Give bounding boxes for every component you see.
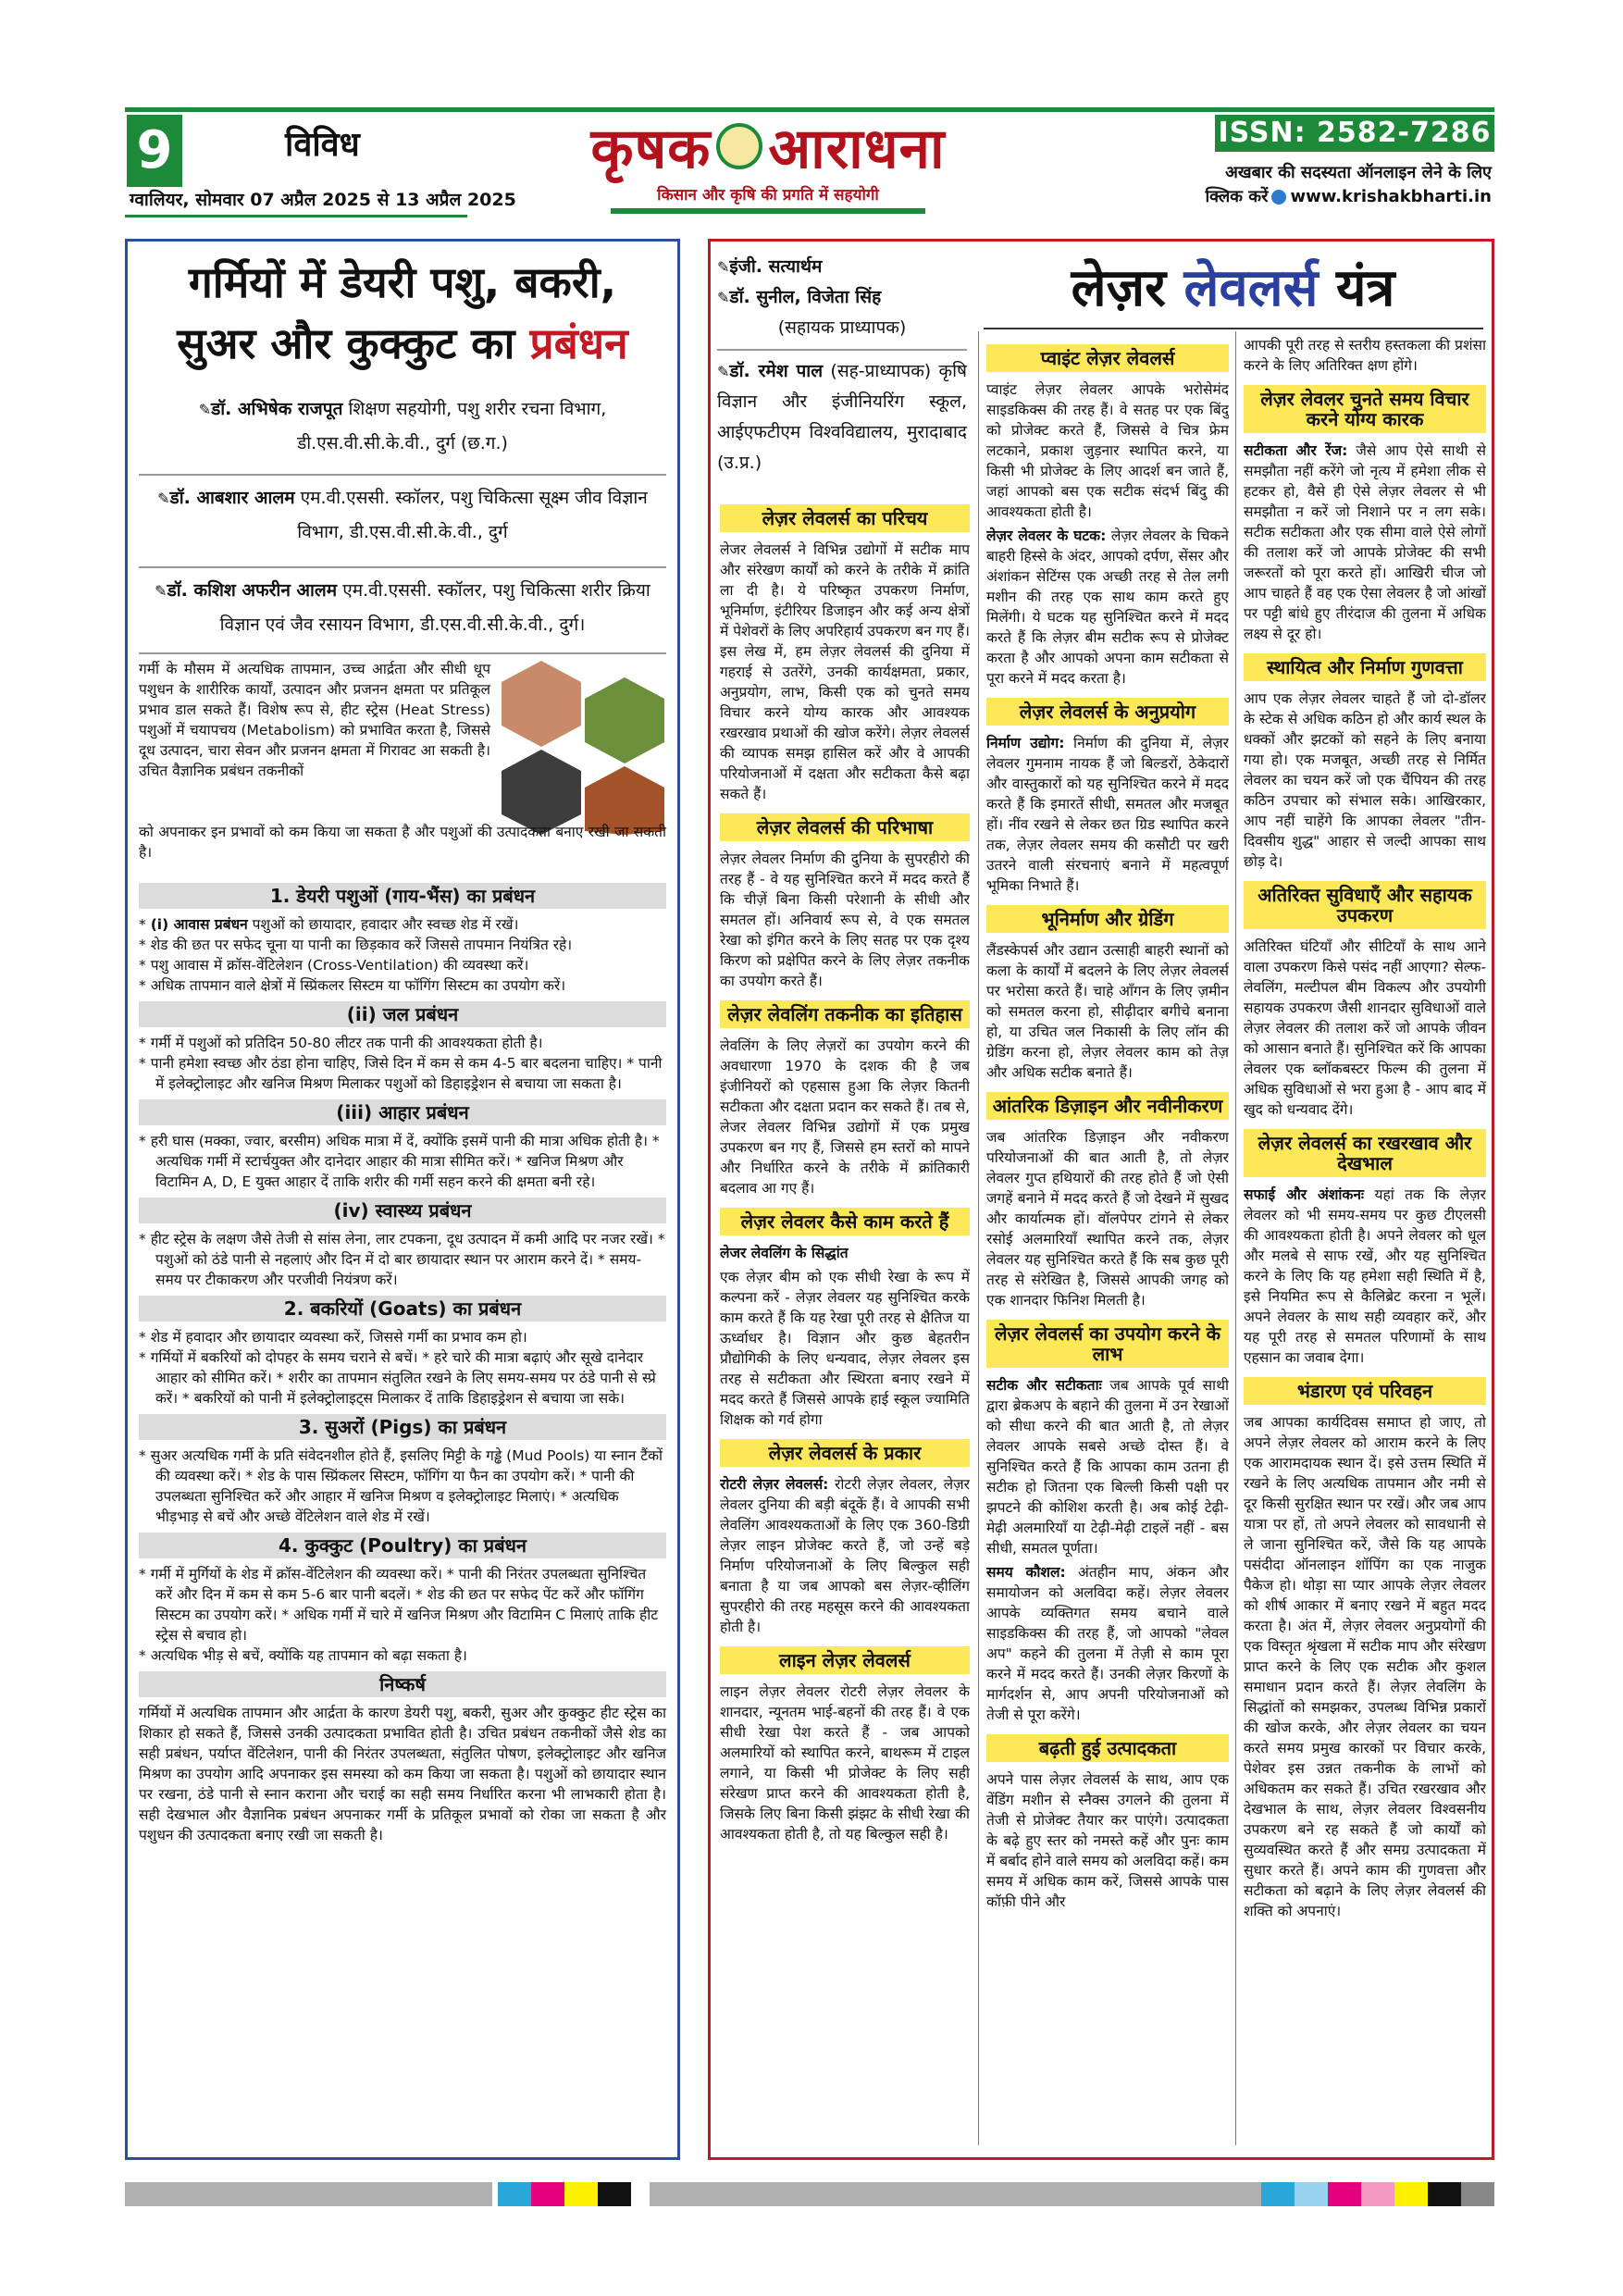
- paragraph: अपने पास लेज़र लेवलर्स के साथ, आप एक वेंडिंग मशीन से स्नैक्स उगलने की तुलना में तेजी से प्रोजेक्ट तैयार कर पाएंगे। उत्पादकता के बढ़े हुए स्तर को नमस्ते कहें और पुनः काम में बर्बाद होने वाले समय को अलविदा कहें। कम समय में अधिक काम करें, जिससे आपके पास कॉफ़ी पीने और: [986, 1771, 1229, 1910]
- list-item: * पशु आवास में क्रॉस-वेंटिलेशन (Cross-Ventilation) की व्यवस्था करें।: [139, 955, 666, 975]
- masthead: [555, 117, 981, 218]
- paragraph: [986, 733, 1229, 896]
- pen-icon: ✎: [717, 363, 730, 380]
- pen-icon: ✎: [157, 490, 170, 507]
- author-desc: एम.वी.एससी. स्कॉलर, पशु चिकित्सा सूक्ष्म जीव विज्ञान विभाग, डी.एस.वी.सी.के.वी., दुर्ग: [294, 488, 648, 542]
- list-item: * गर्मी में मुर्गियों के शेड में क्रॉस-वेंटिलेशन की व्यवस्था करें। * पानी की निरंतर उपलब्धता सुनिश्चित करें और दिन में कम से कम 5-6 बार पानी बदलें। * शेड की छत पर सफेद पेंट करें और फॉगिंग सिस्टम का उपयोग करें। * अधिक गर्मी में चारे में खनिज मिश्रण और विटामिन C मिलाएं ताकि हीट स्ट्रेस से बचाव हो।: [139, 1564, 666, 1645]
- list-item: * शेड की छत पर सफेद चूना या पानी का छिड़काव करें जिससे तापमान नियंत्रित रहे।: [139, 935, 666, 955]
- light-cyan-swatch: [1295, 2182, 1328, 2206]
- light-magenta-swatch: [1361, 2182, 1394, 2206]
- column-separator: [1235, 331, 1236, 2145]
- paragraph: आपकी पूरी तरह से स्तरीय हस्तकला की प्रशंसा करने के लिए अतिरिक्त क्षण होंगे।: [1244, 337, 1486, 374]
- title-rule: [984, 328, 1483, 329]
- author-divider: [139, 474, 666, 476]
- paragraph-text: रोटरी लेज़र लेवलर, लेज़र लेवलर दुनिया की बड़ी बंदूकें हैं। वे आपकी सभी लेवलिंग आवश्यकताओं के लिए एक 360-डिग्री लेज़र लाइन प्रोजेक्ट करते हैं, जो उन्हें बड़े निर्माण परियोजनाओं के लिए बिल्कुल सही बनाता है या जब आपको बस लेज़र-व्हीलिंग सुपरहीरो की तरह महसूस करने की आवश्यकता होती है।: [720, 1476, 970, 1635]
- left-title-line-1: गर्मियों में डेयरी पशु, बकरी,: [188, 257, 617, 307]
- magenta-swatch: [531, 2182, 564, 2206]
- right-column-1: [720, 495, 970, 2152]
- paragraph: अतिरिक्त घंटियाँ और सीटियाँ के साथ आने वाला उपकरण किसे पसंद नहीं आएगा? सेल्फ-लेवलिंग, मल्टीपल बीम विकल्प और उपयोगी सहायक उपकरण जैसी शानदार सुविधाओं वाले लेज़र लेवलर की तलाश करें जो आपके जीवन को आसान बनाते हैं। सुनिश्चित करें कि आपका लेवलर एक ब्लॉकबस्टर फिल्म की तुलना में अधिक सुविधाओं से भरा हुआ है - आप बाद में खुद को धन्यवाद देंगे।: [1244, 938, 1486, 1118]
- list-item: * हरी घास (मक्का, ज्वार, बरसीम) अधिक मात्रा में दें, क्योंकि इसमें पानी की मात्रा अधिक होती है। * अत्यधिक गर्मी में स्टार्चयुक्त और दानेदार आहार की मात्रा सीमित करें। * खनिज मिश्रण और विटामिन A, D, E युक्त आहार दें ताकि शरीर की गर्मी सहन करने की क्षमता बनी रहे।: [139, 1131, 666, 1192]
- section-heading: लेज़र लेवलर्स का उपयोग करने के लाभ: [986, 1320, 1229, 1368]
- author-name: डॉ. सुनील, विजेता सिंह: [729, 287, 882, 307]
- pigs-list: [139, 1446, 666, 1527]
- author-desc: (सह-प्राध्यापक) कृषि विज्ञान और इंजीनियरिंग स्कूल, आईएफटीएम विश्वविद्यालय, मुरादाबाद (उ.प्र.): [717, 361, 968, 473]
- section-heading: बढ़ती हुई उत्पादकता: [986, 1734, 1229, 1762]
- section-heading: भंडारण एवं परिवहन: [1244, 1377, 1486, 1405]
- left-title-emphasis: प्रबंधन: [529, 318, 628, 368]
- feed-list: [139, 1131, 666, 1192]
- paragraph: लैंडस्केपर्स और उद्यान उत्साही बाहरी स्थानों को कला के कार्यों में बदलने के लिए लेज़र लेवलर्स पर भरोसा करते हैं। चाहे आँगन के लिए ज़मीन को समतल करना हो, सीढ़ीदार बगीचे बनाना हो, या उचित जल निकासी के लिए लॉन की ग्रेडिंग करना हो, लेज़र लेवलर काम को तेज़ और अधिक सटीक बनाते हैं।: [986, 942, 1229, 1081]
- title-part: लेज़र: [1071, 258, 1184, 318]
- left-author-3: [141, 574, 664, 641]
- masthead-right-word: आराधना: [768, 117, 946, 181]
- right-column-3: [1244, 335, 1486, 2151]
- right-article-title: [981, 252, 1485, 326]
- right-author-3: [717, 356, 967, 478]
- paragraph: लेज़र लेवलर निर्माण की दुनिया के सुपरहीरो की तरह हैं - वे यह सुनिश्चित करने में मदद करते हैं कि चीज़ें बिना किसी परेशानी के सीधी और समतल हों। अनिवार्य रूप से, वे एक समतल रेखा को इंगित करने के लिए सतह पर एक दृश्य किरण को प्रक्षेपित करने के लिए लेज़र तकनीक का उपयोग करते हैं।: [720, 850, 970, 989]
- poultry-list: [139, 1564, 666, 1666]
- paragraph: लेवलिंग के लिए लेज़रों का उपयोग करने की अवधारणा 1970 के दशक की है जब इंजीनियरों को एहसास हुआ कि लेज़र कितनी सटीकता और दक्षता प्रदान कर सकते हैं। तब से, लेजर लेवलर विभिन्न उद्योगों में एक प्रमुख उपकरण बन गए हैं, जिससे हम स्तरों को मापने और निर्धारित करने के तरीके में क्रांतिकारी बदलाव आ गए हैं।: [720, 1037, 970, 1197]
- list-item: * शेड में हवादार और छायादार व्यवस्था करें, जिससे गर्मी का प्रभाव कम हो।: [139, 1327, 666, 1347]
- author-name: डॉ. रमेश पाल: [729, 361, 824, 381]
- paragraph: प्वाइंट लेज़र लेवलर आपके भरोसेमंद साइडकिक्स की तरह हैं। वे सतह पर एक बिंदु को प्रोजेक्ट करते हैं, जिससे वे चित्र फ्रेम लटकाने, प्रकाश जुड़नार स्थापित करने, या किसी भी प्रोजेक्ट के लिए आदर्श बन जाते हैं, जहां आपको बस एक सटीक संदर्भ बिंदु की आवश्यकता होती है।: [986, 381, 1229, 520]
- author-divider: [139, 566, 666, 568]
- paragraph: जब आंतरिक डिज़ाइन और नवीकरण परियोजनाओं की बात आती है, तो लेज़र लेवलर गुप्त हथियारों की तरह होते हैं जो ऐसी जगहें बनाने में मदद करते हैं जो देखने में सुखद और कार्यात्मक हों। वॉलपेपर टांगने से लेकर रसोई अलमारियाँ स्थापित करने तक, लेज़र लेवलर यह सुनिश्चित करते हैं कि सब कुछ पूरी तरह से संरेखित है, जिससे आपकी जगह को एक शानदार फिनिश मिलती है।: [986, 1129, 1229, 1309]
- goats-list: [139, 1327, 666, 1409]
- section-heading: लेज़र लेवलर्स का परिचय: [720, 504, 970, 532]
- author-name: डॉ. आबशार आलम: [169, 488, 295, 508]
- left-intro-continued: को अपनाकर इन प्रभावों को कम किया जा सकता है और पशुओं की उत्पादकता बनाए रखी जा सकती है।: [139, 824, 666, 861]
- section-heading: अतिरिक्त सुविधाएँ और सहायक उपकरण: [1244, 881, 1486, 929]
- subscribe-link[interactable]: [1157, 185, 1492, 209]
- housing-list: [139, 914, 666, 996]
- section-heading: प्वाइंट लेज़र लेवलर्स: [986, 344, 1229, 372]
- sub-heading: लेजर लेवलिंग के सिद्धांत: [720, 1245, 849, 1261]
- header-underline: [125, 215, 467, 217]
- list-item: [139, 914, 666, 935]
- right-authors: [717, 252, 967, 478]
- paragraph: [986, 1562, 1229, 1725]
- issue-date: ग्वालियर, सोमवार 07 अप्रैल 2025 से 13 अप्रैल 2025: [130, 190, 516, 210]
- paragraph: लेजर लेवलर्स ने विभिन्न उद्योगों में सटीक माप और संरेखण कार्यों को करने के तरीके में क्रांति ला दी है। ये परिष्कृत उपकरण निर्माण, भूनिर्माण, इंटीरियर डिजाइन और कई अन्य क्षेत्रों में पेशेवरों के लिए अपरिहार्य उपकरण बन गए हैं। इस लेख में, हम लेज़र लेवलर्स की दुनिया में गहराई से उतरेंगे, उनकी कार्यक्षमता, प्रकार, अनुप्रयोग, लाभ, किसी एक को चुनते समय विचार करने योग्य कारक और आवश्यक रखरखाव प्रथाओं की खोज करेंगे। लेज़र लेवलर्स की व्यापक समझ हासिल करें और वे आपकी परियोजनाओं में दक्षता और सटीकता कैसे बढ़ा सकते हैं।: [720, 541, 970, 802]
- section-heading: 3. सुअरों (Pigs) का प्रबंधन: [139, 1414, 666, 1440]
- yellow-swatch: [1394, 2182, 1428, 2206]
- list-item: * गर्मी में पशुओं को प्रतिदिन 50-80 लीटर तक पानी की आवश्यकता होती है।: [139, 1033, 666, 1053]
- sub-heading: सफाई और अंशांकनः: [1244, 1186, 1365, 1203]
- section-heading: (iii) आहार प्रबंधन: [139, 1099, 666, 1125]
- author-name: डॉ. कशिश अफरीन आलम: [167, 580, 338, 601]
- paragraph-text: लेज़र लेवलर के चिकने बाहरी हिस्से के अंदर, आपको दर्पण, सेंसर और अंशांकन सेटिंग्स एक अच्छी तरह से तेल लगी मशीन की तरह एक साथ काम करते हुए मिलेंगी। ये घटक यह सुनिश्चित करने में मदद करते हैं कि लेज़र बीम सटीक रूप से प्रोजेक्ट करता है और आपको अपना काम सटीकता से पूरा करने में मदद करता है।: [986, 527, 1229, 687]
- author-name: डॉ. अभिषेक राजपूत: [211, 399, 343, 419]
- section-heading: निष्कर्ष: [139, 1671, 666, 1697]
- page-number: 9: [127, 115, 182, 187]
- paragraph: एक लेज़र बीम को एक सीधी रेखा के रूप में कल्पना करें - लेज़र लेवलर यह सुनिश्चित करके काम करते हैं कि यह रेखा पूरी तरह से क्षैतिज या ऊर्ध्वाधर है। विज्ञान और कुछ बेहतरीन प्रौद्योगिकी के लिए धन्यवाद, लेज़र लेवलर इस तरह से सटीकता और स्थिरता बनाए रखने में मदद करते हैं जिससे आपके हाई स्कूल ज्यामिति शिक्षक को गर्व होगा: [720, 1269, 970, 1428]
- cyan-swatch: [498, 2182, 531, 2206]
- issn-badge: ISSN: 2582-7286: [1215, 115, 1494, 152]
- magenta-swatch: [1328, 2182, 1361, 2206]
- color-registration-bar: [125, 2182, 1494, 2206]
- paragraph-text: निर्माण की दुनिया में, लेज़र लेवलर गुमनाम नायक हैं जो बिल्डरों, ठेकेदारों और वास्तुकारों को यह सुनिश्चित करने में मदद करते हैं कि इमारतें सीधी, समतल और मजबूत हों। नींव रखने से लेकर छत ग्रिड स्थापित करने तक, लेज़र लेवलर समय की कसौटी पर खरी उतरने वाली संरचनाएं बनाने में महत्वपूर्ण भूमिका निभाते हैं।: [986, 735, 1229, 894]
- section-name: विविध: [285, 126, 360, 164]
- paragraph: [986, 1375, 1229, 1558]
- paragraph: [720, 1243, 970, 1263]
- sub-heading: सटीक और सटीकताः: [986, 1377, 1102, 1394]
- paragraph: लाइन लेज़र लेवलर रोटरी लेज़र लेवलर के शानदार, न्यूनतम भाई-बहनों की तरह हैं। वे एक सीधी रेखा पेश करते हैं - जब आपको अलमारियों को स्थापित करने, बाथरूम में टाइल लगाने, या किसी भी प्रोजेक्ट के लिए सही संरेखण प्राप्त करने की आवश्यकता होती है, जिसके लिए बिना किसी झंझट के सीधी रेखा की आवश्यकता होती है, तो यह बिल्कुल सही है।: [720, 1683, 970, 1843]
- left-article-title: [134, 252, 671, 374]
- right-author-2-role: (सहायक प्राध्यापक): [777, 317, 907, 338]
- pen-icon: ✎: [198, 401, 212, 418]
- black-swatch: [598, 2182, 631, 2206]
- left-article-body: [139, 877, 666, 1845]
- cyan-swatch: [1261, 2182, 1295, 2206]
- author-divider: [717, 349, 967, 351]
- section-heading: 2. बकरियों (Goats) का प्रबंधन: [139, 1296, 666, 1322]
- list-item: * अत्यधिक भीड़ से बचें, क्योंकि यह तापमान को बढ़ा सकता है।: [139, 1645, 666, 1666]
- paragraph-text: जैसे आप ऐसे साथी से समझौता नहीं करेंगे जो नृत्य में हमेशा लीक से हटकर हो, वैसे ही ऐसे लेज़र लेवलर से भी समझौता न करें जो निशाने पर न लग सके। सटीक सटीकता और एक सीमा वाले ऐसे लोगों की तलाश करें जो आपके प्रोजेक्ट की सभी जरूरतों को पूरा करते हों। आखिरी चीज जो आप चाहते हैं वह एक ऐसा लेवलर है जो आंखों पर पट्टी बांधे हुए तीरंदाज की तुलना में अधिक लक्ष्य से दूर हो।: [1244, 442, 1486, 642]
- left-title-line-2a: सुअर और कुक्कुट का: [177, 318, 530, 368]
- masthead-title: [555, 117, 981, 181]
- title-part: यंत्र: [1318, 258, 1395, 318]
- section-heading: लेज़र लेवलर्स का रखरखाव और देखभाल: [1244, 1129, 1486, 1177]
- right-author-1: [717, 252, 967, 282]
- section-heading: आंतरिक डिज़ाइन और नवीनीकरण: [986, 1092, 1229, 1120]
- left-title-line-2: [134, 313, 671, 374]
- conclusion-paragraph: गर्मियों में अत्यधिक तापमान और आर्द्रता के कारण डेयरी पशु, बकरी, सुअर और कुक्कुट हीट स्ट्रेस का शिकार हो सकते हैं, जिससे उनकी उत्पादकता प्रभावित होती है। उचित प्रबंधन तकनीकों जैसे शेड का सही प्रबंधन, पर्याप्त वेंटिलेशन, पानी की निरंतर उपलब्धता, संतुलित पोषण, इलेक्ट्रोलाइट और खनिज मिश्रण का उपयोग आदि अपनाकर इस समस्या को कम किया जा सकता है। पशुओं को छायादार स्थान पर रखना, ठंडे पानी से स्नान कराना और चराई का सही समय निर्धारित करना भी लाभकारी होता है। सही देखभाल और वैज्ञानिक प्रबंधन अपनाकर गर्मी के प्रतिकूल प्रभावों को रोका जा सकता है और पशुधन की उत्पादकता बनाए रखी जा सकती है।: [139, 1705, 666, 1843]
- left-author-2: [141, 481, 664, 549]
- paragraph: [986, 526, 1229, 689]
- list-item: * हीट स्ट्रेस के लक्षण जैसे तेजी से सांस लेना, लार टपकना, दूध उत्पादन में कमी आदि पर नजर रखें। * पशुओं को ठंडे पानी से नहलाएं और दिन में दो बार छायादार स्थान पर आराम करने दें। * समय-समय पर टीकाकरण और परजीवी नियंत्रण करें।: [139, 1229, 666, 1290]
- grey-swatch: [650, 2182, 1261, 2206]
- list-item: * अधिक तापमान वाले क्षेत्रों में स्प्रिंकलर सिस्टम या फॉगिंग सिस्टम का उपयोग करें।: [139, 975, 666, 996]
- paragraph: आप एक लेज़र लेवलर चाहते हैं जो दो-डॉलर के स्टेक से अधिक कठिन हो और कार्य स्थल के धक्कों और झटकों को सहने के लिए बनाया गया हो। एक मजबूत, अच्छी तरह से निर्मित लेवलर का चयन करें जो एक चैंपियन की तरह कठिन उपचार को संभाल सके। आखिरकार, आप नहीं चाहेंगे कि आपका लेवलर "तीन-दिवसीय शुद्ध" आहार से जल्दी आपका साथ छोड़ दे।: [1244, 690, 1486, 870]
- health-list: [139, 1229, 666, 1290]
- sub-heading: निर्माण उद्योग:: [986, 735, 1065, 751]
- section-heading: 4. कुक्कुट (Poultry) का प्रबंधन: [139, 1533, 666, 1558]
- left-intro: गर्मी के मौसम में अत्यधिक तापमान, उच्च आर्द्रता और सीधी धूप पशुधन के शारीरिक कार्यों, उत्पादन और प्रजनन क्षमता पर प्रतिकूल प्रभाव डाल सकते हैं। विशेष रूप से, हीट स्ट्रेस (Heat Stress) पशुओं में चयापचय (Metabolism) को प्रभावित करता है, जिससे दूध उत्पादन, चारा सेवन और प्रजनन क्षमता में गिरावट आ सकती है। उचित वैज्ञानिक प्रबंधन तकनीकों: [139, 661, 490, 779]
- list-item: * सुअर अत्यधिक गर्मी के प्रति संवेदनशील होते हैं, इसलिए मिट्टी के गड्ढे (Mud Pools) या स्नान टैंकों की व्यवस्था करें। * शेड के पास स्प्रिंकलर सिस्टम, फॉगिंग या फैन का उपयोग करें। * पानी की उपलब्धता सुनिश्चित करें और आहार में खनिज मिश्रण व इलेक्ट्रोलाइट मिलाएं। * अत्यधिक भीड़भाड़ से बचें और अच्छे वेंटिलेशन वाले शेड में रखें।: [139, 1446, 666, 1527]
- paragraph-text: यहां तक कि लेज़र लेवलर को भी समय-समय पर कुछ टीएलसी की आवश्यकता होती है। अपने लेवलर को धूल और मलबे से साफ रखें, और यह सुनिश्चित करने के लिए कि यह हमेशा सही स्थिति में है, इसे नियमित रूप से कैलिब्रेट करना न भूलें। अपने लेवलर के साथ सही व्यवहार करें, और यह पूरी तरह से समतल परिणामों के साथ एहसान का जवाब देगा।: [1244, 1186, 1486, 1366]
- website-link[interactable]: www.krishakbharti.in: [1290, 187, 1492, 206]
- list-item-text: पशुओं को छायादार, हवादार और स्वच्छ शेड में रखें।: [252, 916, 519, 933]
- masthead-left-word: कृषक: [590, 117, 712, 181]
- header-top-rule: [125, 107, 1494, 112]
- masthead-bar: [611, 208, 925, 214]
- sub-heading: (i) आवास प्रबंधन: [150, 916, 248, 933]
- subscribe-line-1: अखबार की सदस्यता ऑनलाइन लेने के लिए: [1225, 163, 1492, 182]
- paragraph-text: जब आपके पूर्व साथी द्वारा ब्रेकअप के बहाने की तुलना में उन रेखाओं को सीधा करने की बात आती है, तो लेज़र लेवलर आपके सबसे अच्छे दोस्त हैं। वे सुनिश्चित करते हैं कि आपका काम उतना ही सटीक हो जितना एक बिल्ली किसी पक्षी पर झपटने की कोशिश करती है। अब कोई टेढ़ी-मेढ़ी अलमारियाँ या टेढ़ी-मेढ़ी टाइलें नहीं - बस सीधी, समतल पूर्णता।: [986, 1377, 1229, 1557]
- masthead-tagline: किसान और कृषि की प्रगति में सहयोगी: [657, 186, 879, 205]
- section-heading: स्थायित्व और निर्माण गुणवत्ता: [1244, 653, 1486, 681]
- paragraph-text: अंतहीन माप, अंकन और समायोजन को अलविदा कहें। लेज़र लेवलर आपके व्यक्तिगत समय बचाने वाले साइडकिक्स की तरह हैं, जो आपको "लेवल अप" कहने की तुलना में तेज़ी से काम पूरा करने में मदद करते हैं। उनकी लेज़र किरणों के मार्गदर्शन से, आप अपनी परियोजनाओं को तेजी से पूरा करेंगे।: [986, 1564, 1229, 1723]
- pen-icon: ✎: [717, 258, 730, 276]
- section-heading: (ii) जल प्रबंधन: [139, 1001, 666, 1027]
- grey-swatch: [1461, 2182, 1494, 2206]
- water-list: [139, 1033, 666, 1094]
- section-heading: (iv) स्वास्थ्य प्रबंधन: [139, 1198, 666, 1223]
- right-author-2: [717, 282, 967, 313]
- masthead-logo-icon: [716, 123, 762, 169]
- section-heading: लेज़र लेवलर्स के प्रकार: [720, 1439, 970, 1467]
- list-item: * पानी हमेशा स्वच्छ और ठंडा होना चाहिए, जिसे दिन में कम से कम 4-5 बार बदलना चाहिए। * पानी में इलेक्ट्रोलाइट और खनिज मिश्रण मिलाकर पशुओं को डिहाइड्रेशन से बचाया जा सकता है।: [139, 1053, 666, 1094]
- column-separator: [978, 331, 979, 2145]
- section-heading: लेज़र लेवलर्स की परिभाषा: [720, 813, 970, 841]
- sub-heading: सटीकता और रेंज:: [1244, 442, 1348, 459]
- pen-icon: ✎: [717, 289, 730, 306]
- section-heading: लेज़र लेवलर कैसे काम करते हैं: [720, 1208, 970, 1235]
- pen-icon: ✎: [155, 582, 167, 600]
- section-heading: लेज़र लेवलर चुनते समय विचार करने योग्य कारक: [1244, 385, 1486, 433]
- goat-hex: [585, 677, 664, 763]
- left-author-1: [141, 392, 664, 460]
- title-emphasis: लेवलर्स: [1183, 258, 1319, 318]
- click-label: क्लिक करें: [1205, 187, 1269, 206]
- yellow-swatch: [564, 2182, 598, 2206]
- livestock-collage-image: [500, 659, 666, 835]
- section-heading: भूनिर्माण और ग्रेडिंग: [986, 905, 1229, 933]
- author-divider: [139, 652, 666, 654]
- list-item: * गर्मियों में बकरियों को दोपहर के समय चराने से बचें। * हरे चारे की मात्रा बढ़ाएं और सूखे दानेदार आहार को सीमित करें। * शरीर का तापमान संतुलित रखने के लिए समय-समय पर ठंडे पानी से स्प्रे करें। * बकरियों को पानी में इलेक्ट्रोलाइट्स मिलाकर दें ताकि डिहाइड्रेशन से बचाया जा सके।: [139, 1347, 666, 1409]
- paragraph: [720, 1474, 970, 1637]
- sub-heading: रोटरी लेज़र लेवलर्स:: [720, 1476, 829, 1493]
- author-desc: एम.वी.एससी. स्कॉलर, पशु चिकित्सा शरीर क्रिया विज्ञान एवं जैव रसायन विभाग, डी.एस.वी.सी.के.वी., दुर्ग।: [219, 580, 650, 635]
- globe-icon: [1271, 190, 1286, 205]
- author-desc: शिक्षण सहयोगी, पशु शरीर रचना विभाग, डी.एस.वी.सी.के.वी., दुर्ग (छ.ग.): [297, 399, 607, 453]
- paragraph: [1244, 1185, 1486, 1368]
- sub-heading: समय कौशल:: [986, 1564, 1066, 1581]
- section-heading: 1. डेयरी पशुओं (गाय-भैंस) का प्रबंधन: [139, 883, 666, 909]
- sub-heading: लेज़र लेवलर के घटक:: [986, 527, 1107, 544]
- author-name: इंजी. सत्यार्थम: [729, 256, 823, 277]
- black-swatch: [1428, 2182, 1461, 2206]
- subscribe-note: [1157, 161, 1492, 209]
- grey-swatch: [125, 2182, 492, 2206]
- section-heading: लाइन लेज़र लेवलर्स: [720, 1646, 970, 1674]
- section-heading: लेज़र लेवलिंग तकनीक का इतिहास: [720, 1000, 970, 1028]
- right-column-2: [986, 335, 1229, 2151]
- pig-hex: [502, 661, 581, 747]
- paragraph: [1244, 441, 1486, 644]
- paragraph: जब आपका कार्यदिवस समाप्त हो जाए, तो अपने लेज़र लेवलर को आराम करने के लिए एक आरामदायक स्थान दें। इसे उत्तम स्थिति में रखने के लिए अत्यधिक तापमान और नमी से दूर किसी सुरक्षित स्थान पर रखें। और जब आप यात्रा पर हों, तो अपने लेवलर को सावधानी से ले जाना सुनिश्चित करें, जैसे कि यह आपके पसंदीदा ऑनलाइन शॉपिंग का एक नाजुक पैकेज हो। थोड़ा सा प्यार आपके लेज़र लेवलर को शीर्ष आकार में बनाए रखने में बहुत मदद करता है। अंत में, लेज़र लेवलर अनुप्रयोगों की एक विस्तृत श्रृंखला में सटीक माप और संरेखण प्राप्त करने के लिए एक सटीक और कुशल समाधान प्रदान करते हैं। लेज़र लेवलिंग के सिद्धांतों को समझकर, उपलब्ध विभिन्न प्रकारों की खोज करके, और लेज़र लेवलर का चयन करते समय प्रमुख कारकों पर विचार करके, पेशेवर इस उन्नत तकनीक के लाभों को अधिकतम कर सकते हैं। उचित रखरखाव और देखभाल के साथ, लेज़र लेवलर विश्वसनीय उपकरण बने रह सकते हैं जो कार्यों को सुव्यवस्थित करते हैं और समग्र उत्पादकता में सुधार करते हैं। अपने काम की गुणवत्ता और सटीकता को बढ़ाने के लिए लेज़र लेवलर्स की शक्ति को अपनाएं।: [1244, 1414, 1486, 1919]
- section-heading: लेज़र लेवलर्स के अनुप्रयोग: [986, 698, 1229, 726]
